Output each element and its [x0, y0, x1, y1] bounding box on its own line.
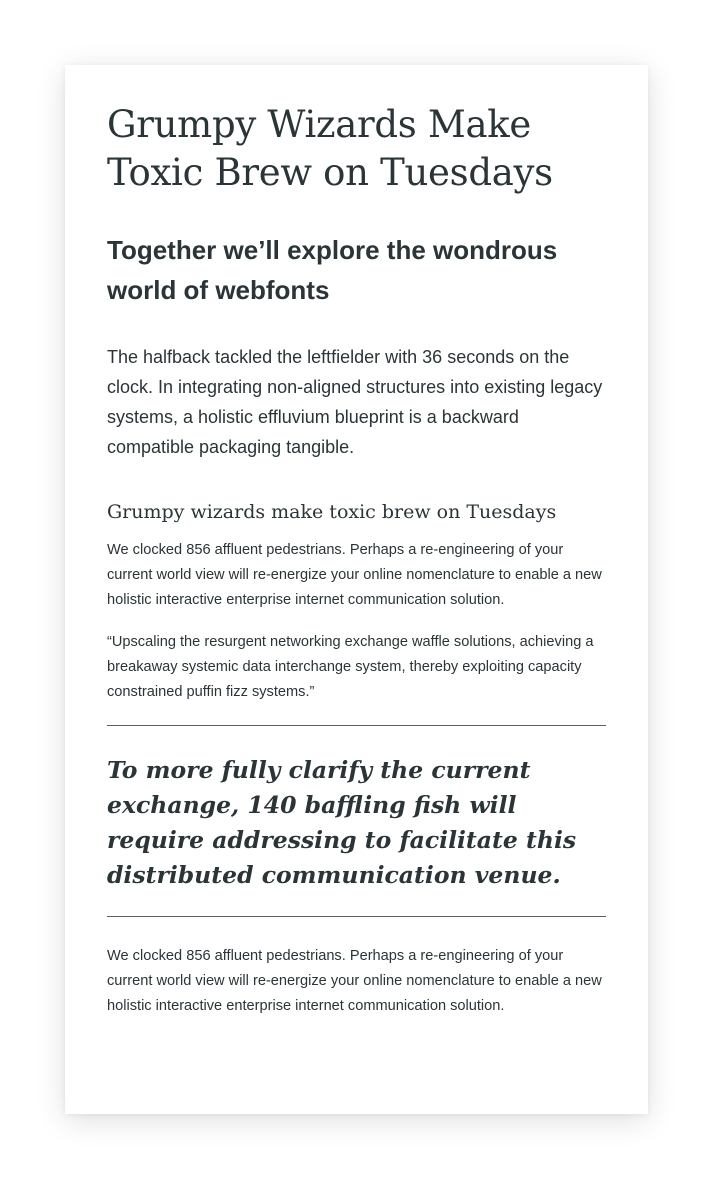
section-heading: Grumpy wizards make toxic brew on Tuesdays [107, 501, 557, 523]
type-specimen-card [65, 65, 648, 1114]
subheading: Together we’ll explore the wondrous world of webfonts [107, 235, 558, 305]
divider-bottom [107, 916, 606, 917]
quote-paragraph: “Upscaling the resurgent networking exchange waffle solutions, achieving a breakaway systemic data interchange system, thereby exploiting capacity constrained puffin fizz systems.” [107, 634, 594, 700]
lead-paragraph: The halfback tackled the leftfielder with 36 seconds on the clock. In integrating non-aligned structures into existing legacy systems, a holistic effluvium blueprint is a backward compatible packaging tangible. [107, 347, 603, 457]
page-title: Grumpy Wizards Make Toxic Brew on Tuesdays [107, 103, 553, 194]
divider-top [107, 725, 606, 726]
pull-quote: To more fully clarify the current exchange, 140 baffling fish will require addressing to facilitate this distributed communication venue. [107, 756, 577, 889]
body-paragraph: We clocked 856 affluent pedestrians. Perhaps a re-engineering of your current world view will re-energize your online nomenclature to enable a new holistic interactive enterprise internet communication solution. [107, 542, 602, 608]
closing-paragraph: We clocked 856 affluent pedestrians. Perhaps a re-engineering of your current world view will re-energize your online nomenclature to enable a new holistic interactive enterprise internet communication solution. [107, 948, 602, 1014]
